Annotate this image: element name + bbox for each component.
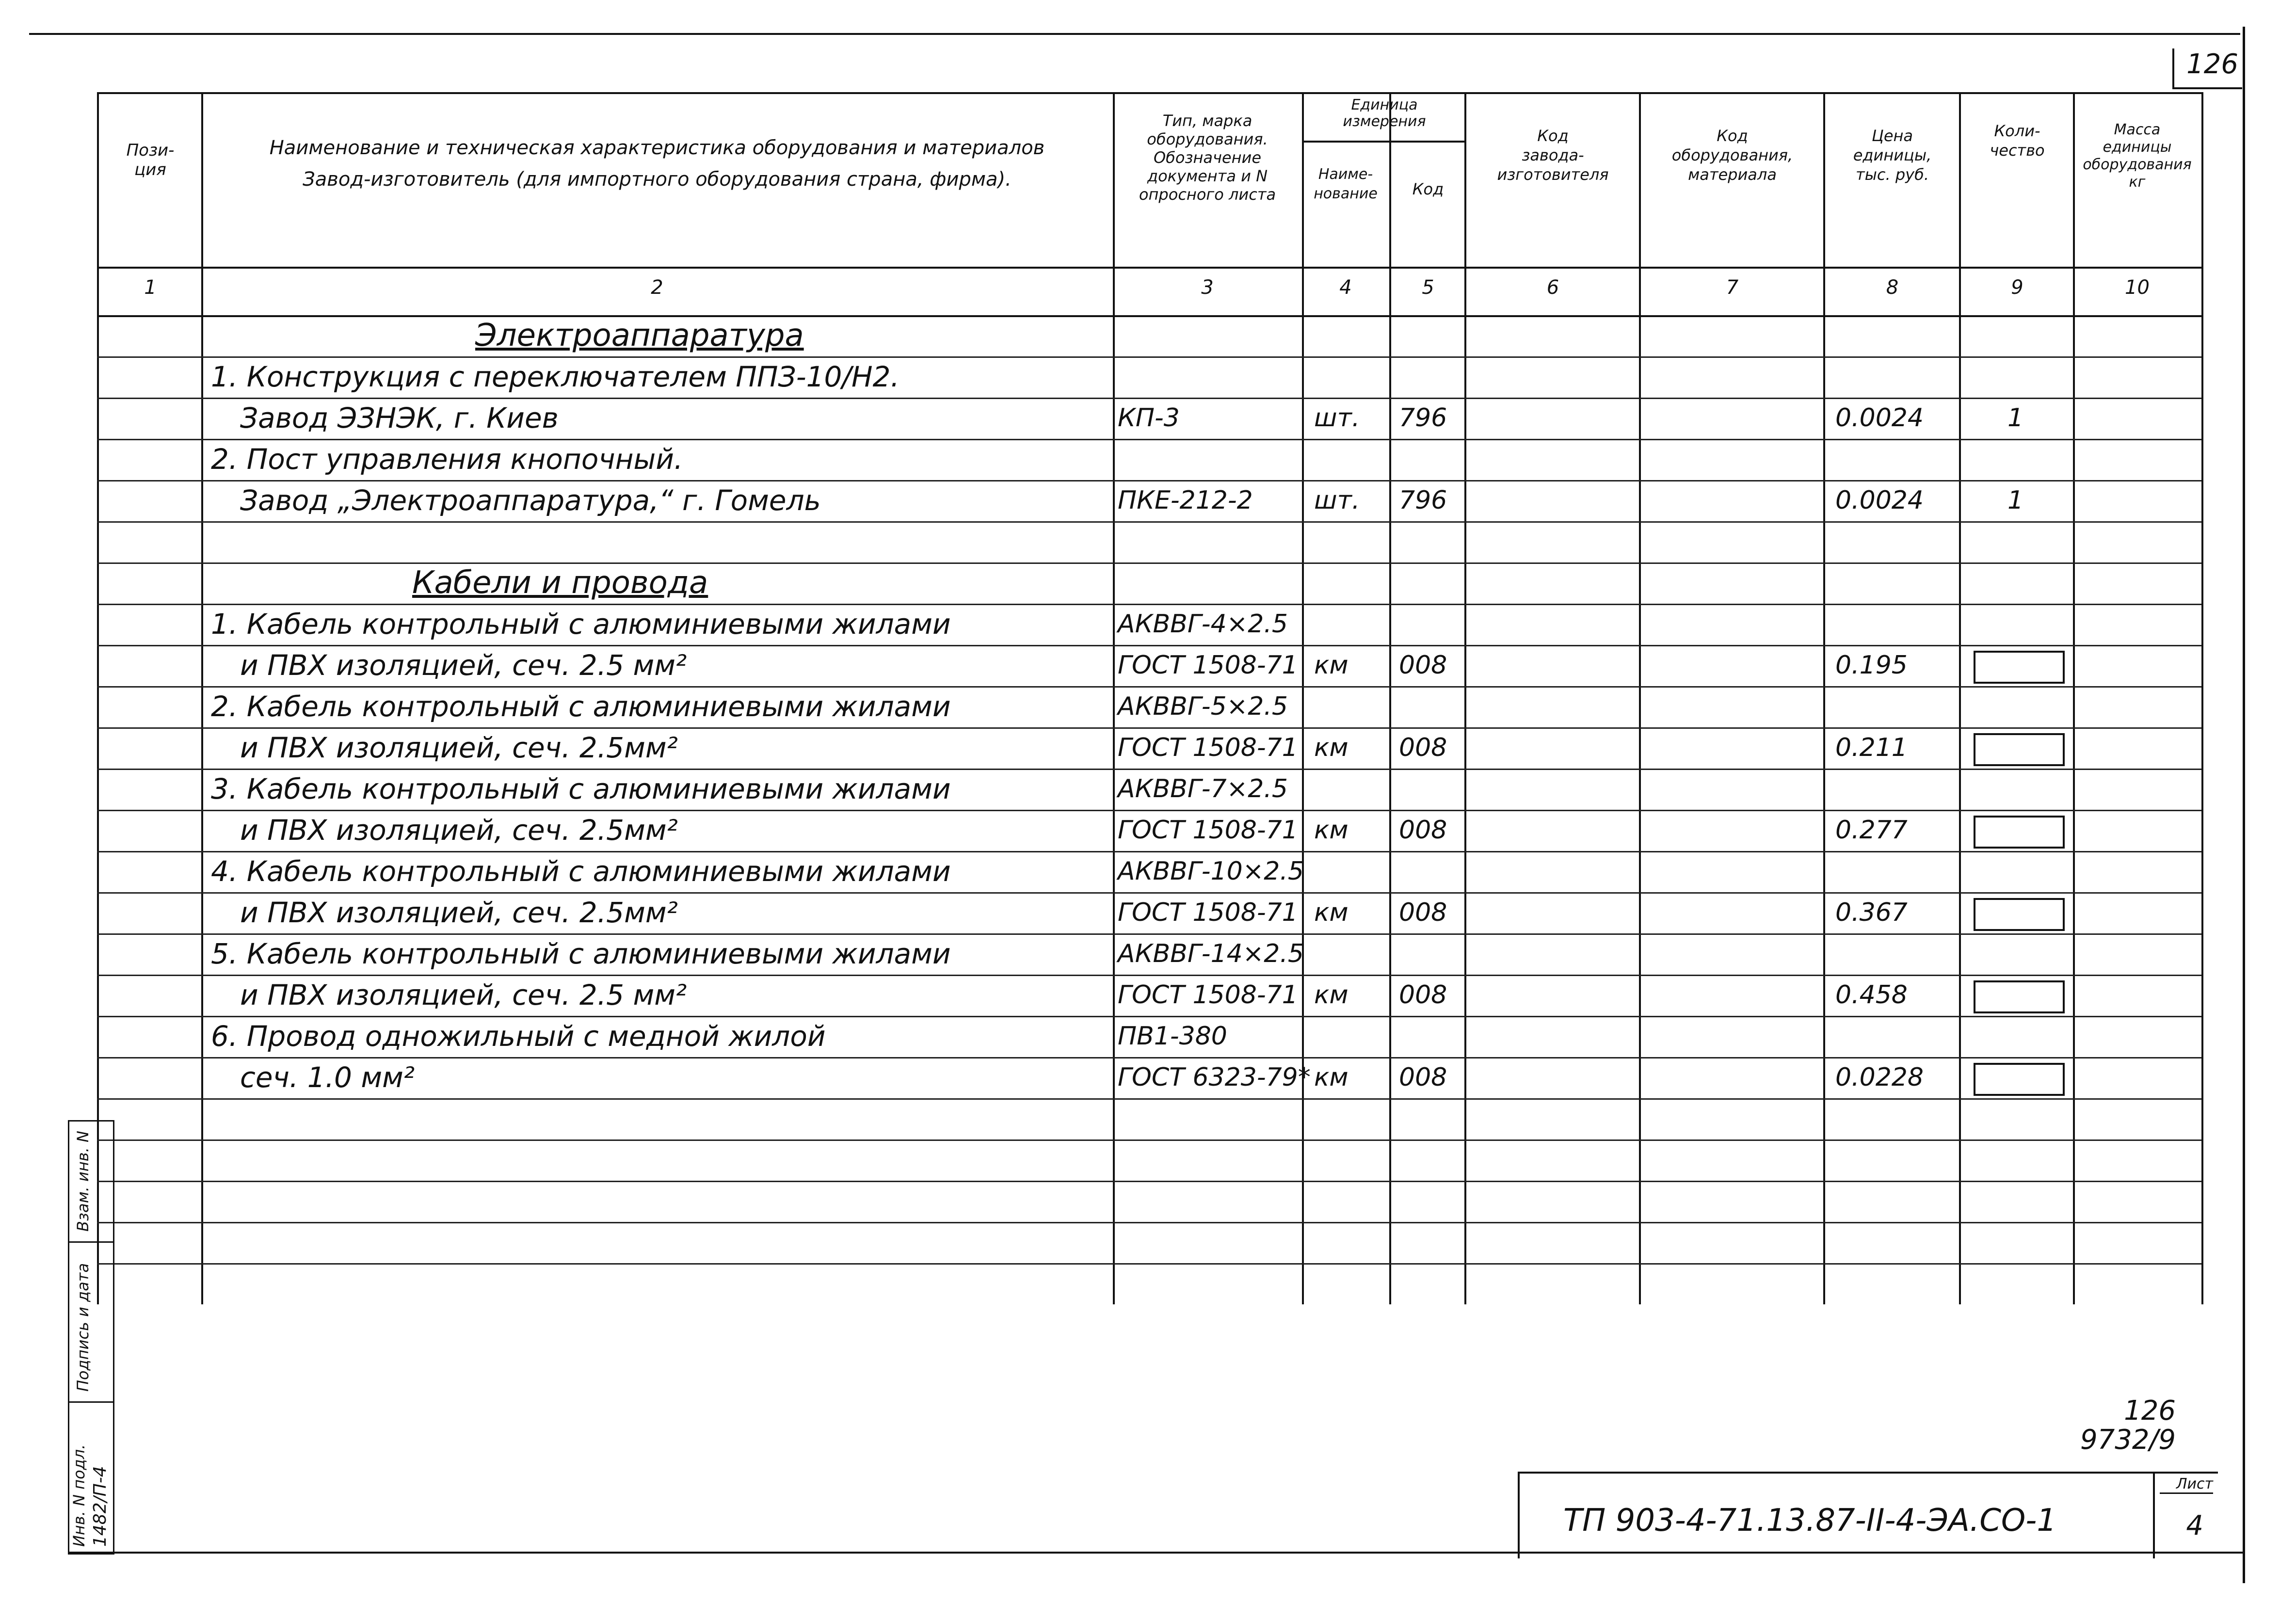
header-unit-name: Наиме- нование <box>1314 166 1378 202</box>
header-equipment-code: Код оборудования, материала <box>1671 127 1793 184</box>
row-divider <box>97 604 2201 605</box>
row-divider <box>97 1057 2201 1059</box>
row-divider <box>97 1139 2201 1141</box>
column-number: 10 <box>2125 276 2150 299</box>
quantity-box <box>1974 733 2065 766</box>
column-number: 6 <box>1546 276 1559 299</box>
item-type: ГОСТ 1508-71 <box>1118 980 1298 1010</box>
page-marks <box>2080 1396 2176 1455</box>
item-name: 5. Кабель контрольный с алюминиевыми жилами <box>211 937 951 970</box>
header-name-line1: Наименование и техническая характеристика оборудования и материалов <box>269 137 1045 159</box>
item-unit: км <box>1314 651 1349 680</box>
col-divider-8 <box>1959 92 1961 1304</box>
header-type: Тип, марка оборудования. Обозначение документа и N опросного листа <box>1139 112 1276 204</box>
header-factory-code: Код завода- изготовителя <box>1497 127 1609 184</box>
col-divider-9 <box>2073 92 2075 1304</box>
column-number: 2 <box>651 276 663 299</box>
row-divider <box>97 356 2201 358</box>
item-unit-code: 008 <box>1399 651 1447 680</box>
item-name: и ПВХ изоляцией, сеч. 2.5 мм² <box>240 649 687 682</box>
section-heading: Электроаппаратура <box>475 318 804 353</box>
strip-label-inventory: Инв. N подл. <box>70 1444 88 1547</box>
item-type: ГОСТ 1508-71 <box>1118 733 1298 762</box>
item-name: и ПВХ изоляцией, сеч. 2.5мм² <box>240 731 678 764</box>
item-price: 0.277 <box>1835 816 1908 845</box>
row-divider <box>97 686 2201 688</box>
item-type: ПВ1-380 <box>1118 1022 1227 1051</box>
page-mark-line2: 9732/9 <box>2080 1424 2176 1456</box>
header-divider <box>97 267 2201 269</box>
item-name: Завод „Электроаппаратура,“ г. Гомель <box>240 484 821 517</box>
item-price: 0.0024 <box>1835 486 1924 515</box>
col-divider-1 <box>201 92 203 1304</box>
item-type: АКВВГ-14×2.5 <box>1118 939 1304 968</box>
item-unit: км <box>1314 733 1349 762</box>
item-price: 0.458 <box>1835 980 1908 1010</box>
specification-table <box>97 92 2201 1304</box>
item-unit-code: 008 <box>1399 980 1447 1010</box>
strip-label-replacement: Взам. инв. N <box>74 1131 92 1232</box>
row-divider <box>97 439 2201 440</box>
row-divider <box>97 975 2201 976</box>
item-price: 0.0228 <box>1835 1063 1924 1092</box>
strip-label-signature: Подпись и дата <box>74 1263 92 1392</box>
quantity-box <box>1974 816 2065 849</box>
col-divider-7 <box>1823 92 1825 1304</box>
row-divider <box>97 727 2201 729</box>
row-divider <box>97 810 2201 811</box>
item-type: АКВВГ-10×2.5 <box>1118 857 1304 886</box>
quantity-box <box>1974 1063 2065 1096</box>
column-number: 9 <box>2011 276 2023 299</box>
sheet-label: Лист <box>2160 1476 2213 1494</box>
row-divider <box>97 1222 2201 1223</box>
page-mark-line1: 126 <box>2124 1395 2176 1427</box>
frame-bottom-line <box>68 1552 2245 1554</box>
quantity-box <box>1974 651 2065 684</box>
item-unit-code: 008 <box>1399 898 1447 927</box>
row-divider <box>97 521 2201 523</box>
item-name: 1. Кабель контрольный с алюминиевыми жилами <box>211 608 951 641</box>
header-quantity: Коли- чество <box>1990 122 2045 160</box>
table-border-top <box>97 92 2201 94</box>
column-number: 4 <box>1339 276 1352 299</box>
table-border-right <box>2201 92 2203 1304</box>
row-divider <box>97 892 2201 894</box>
item-name: сеч. 1.0 мм² <box>240 1061 415 1094</box>
row-divider <box>97 562 2201 564</box>
item-name: и ПВХ изоляцией, сеч. 2.5 мм² <box>240 978 687 1011</box>
item-unit-code: 796 <box>1399 403 1447 433</box>
column-number: 8 <box>1886 276 1899 299</box>
header-unit-code: Код <box>1412 180 1444 198</box>
title-block <box>1518 1472 2218 1558</box>
item-type: КП-3 <box>1118 403 1180 433</box>
row-divider <box>97 769 2201 770</box>
item-price: 0.211 <box>1835 733 1908 762</box>
item-unit: км <box>1314 816 1349 845</box>
item-type: ГОСТ 1508-71 <box>1118 898 1298 927</box>
item-type: АКВВГ-4×2.5 <box>1118 610 1288 639</box>
item-price: 0.0024 <box>1835 403 1924 433</box>
item-name: 6. Провод одножильный с медной жилой <box>211 1020 826 1053</box>
item-quantity: 1 <box>2007 486 2024 515</box>
item-unit: км <box>1314 980 1349 1010</box>
row-divider <box>97 645 2201 646</box>
sheet-number: 4 <box>2186 1510 2203 1541</box>
quantity-box <box>1974 898 2065 931</box>
row-divider <box>97 851 2201 852</box>
document-code: ТП 903-4-71.13.87-II-4-ЭА.СО-1 <box>1563 1503 2057 1539</box>
header-unit-group: Единица измерения <box>1343 96 1426 130</box>
col-divider-2 <box>1113 92 1115 1304</box>
item-unit-code: 008 <box>1399 816 1447 845</box>
row-divider <box>97 1263 2201 1265</box>
number-row-divider <box>97 315 2201 317</box>
item-name: и ПВХ изоляцией, сеч. 2.5мм² <box>240 814 678 847</box>
frame-right-line <box>2243 27 2245 1583</box>
sheet-corner-number: 126 <box>2186 48 2238 80</box>
column-number: 3 <box>1201 276 1214 299</box>
item-price: 0.367 <box>1835 898 1908 927</box>
col-divider-4 <box>1389 92 1391 1304</box>
item-name: 2. Пост управления кнопочный. <box>211 443 683 476</box>
column-number: 5 <box>1422 276 1434 299</box>
row-divider <box>97 933 2201 935</box>
strip-value-inventory: 1482/П-4 <box>90 1466 110 1547</box>
unit-group-divider <box>1302 141 1464 143</box>
item-unit: км <box>1314 898 1349 927</box>
left-approval-strip <box>68 1120 112 1552</box>
item-type: АКВВГ-7×2.5 <box>1118 774 1288 803</box>
item-name: 1. Конструкция с переключателем ППЗ-10/Н2. <box>211 360 899 393</box>
column-number: 1 <box>144 276 157 299</box>
row-divider <box>97 398 2201 399</box>
header-name-line2: Завод-изготовитель (для импортного оборудования страна, фирма). <box>303 168 1012 191</box>
header-mass: Масса единицы оборудования кг <box>2083 121 2192 191</box>
item-unit: км <box>1314 1063 1349 1092</box>
item-type: АКВВГ-5×2.5 <box>1118 692 1288 721</box>
header-unit-price: Цена единицы, тыс. руб. <box>1853 127 1932 184</box>
item-type: ГОСТ 1508-71 <box>1118 651 1298 680</box>
item-unit-code: 008 <box>1399 733 1447 762</box>
item-unit: шт. <box>1314 403 1360 433</box>
col-divider-6 <box>1639 92 1641 1304</box>
item-unit-code: 796 <box>1399 486 1447 515</box>
item-type: ГОСТ 1508-71 <box>1118 816 1298 845</box>
item-price: 0.195 <box>1835 651 1908 680</box>
row-divider <box>97 1016 2201 1017</box>
row-divider <box>97 1181 2201 1182</box>
item-name: 3. Кабель контрольный с алюминиевыми жилами <box>211 772 951 805</box>
sheet-box <box>2153 1474 2218 1558</box>
sheet-corner-tab <box>2172 48 2242 89</box>
item-name: 4. Кабель контрольный с алюминиевыми жилами <box>211 855 951 888</box>
item-name: и ПВХ изоляцией, сеч. 2.5мм² <box>240 896 678 929</box>
item-unit-code: 008 <box>1399 1063 1447 1092</box>
header-position: Пози- ция <box>126 141 175 179</box>
frame-top-line <box>29 33 2240 35</box>
column-number: 7 <box>1726 276 1739 299</box>
item-type: ПКЕ-212-2 <box>1118 486 1253 515</box>
item-name: Завод ЭЗНЭК, г. Киев <box>240 401 559 434</box>
col-divider-3 <box>1302 92 1304 1304</box>
col-divider-5 <box>1464 92 1466 1304</box>
item-quantity: 1 <box>2007 403 2024 433</box>
quantity-box <box>1974 980 2065 1013</box>
row-divider <box>97 1098 2201 1100</box>
item-unit: шт. <box>1314 486 1360 515</box>
item-name: 2. Кабель контрольный с алюминиевыми жилами <box>211 690 951 723</box>
item-type: ГОСТ 6323-79* <box>1118 1063 1311 1092</box>
section-heading: Кабели и провода <box>412 565 708 601</box>
row-divider <box>97 480 2201 481</box>
